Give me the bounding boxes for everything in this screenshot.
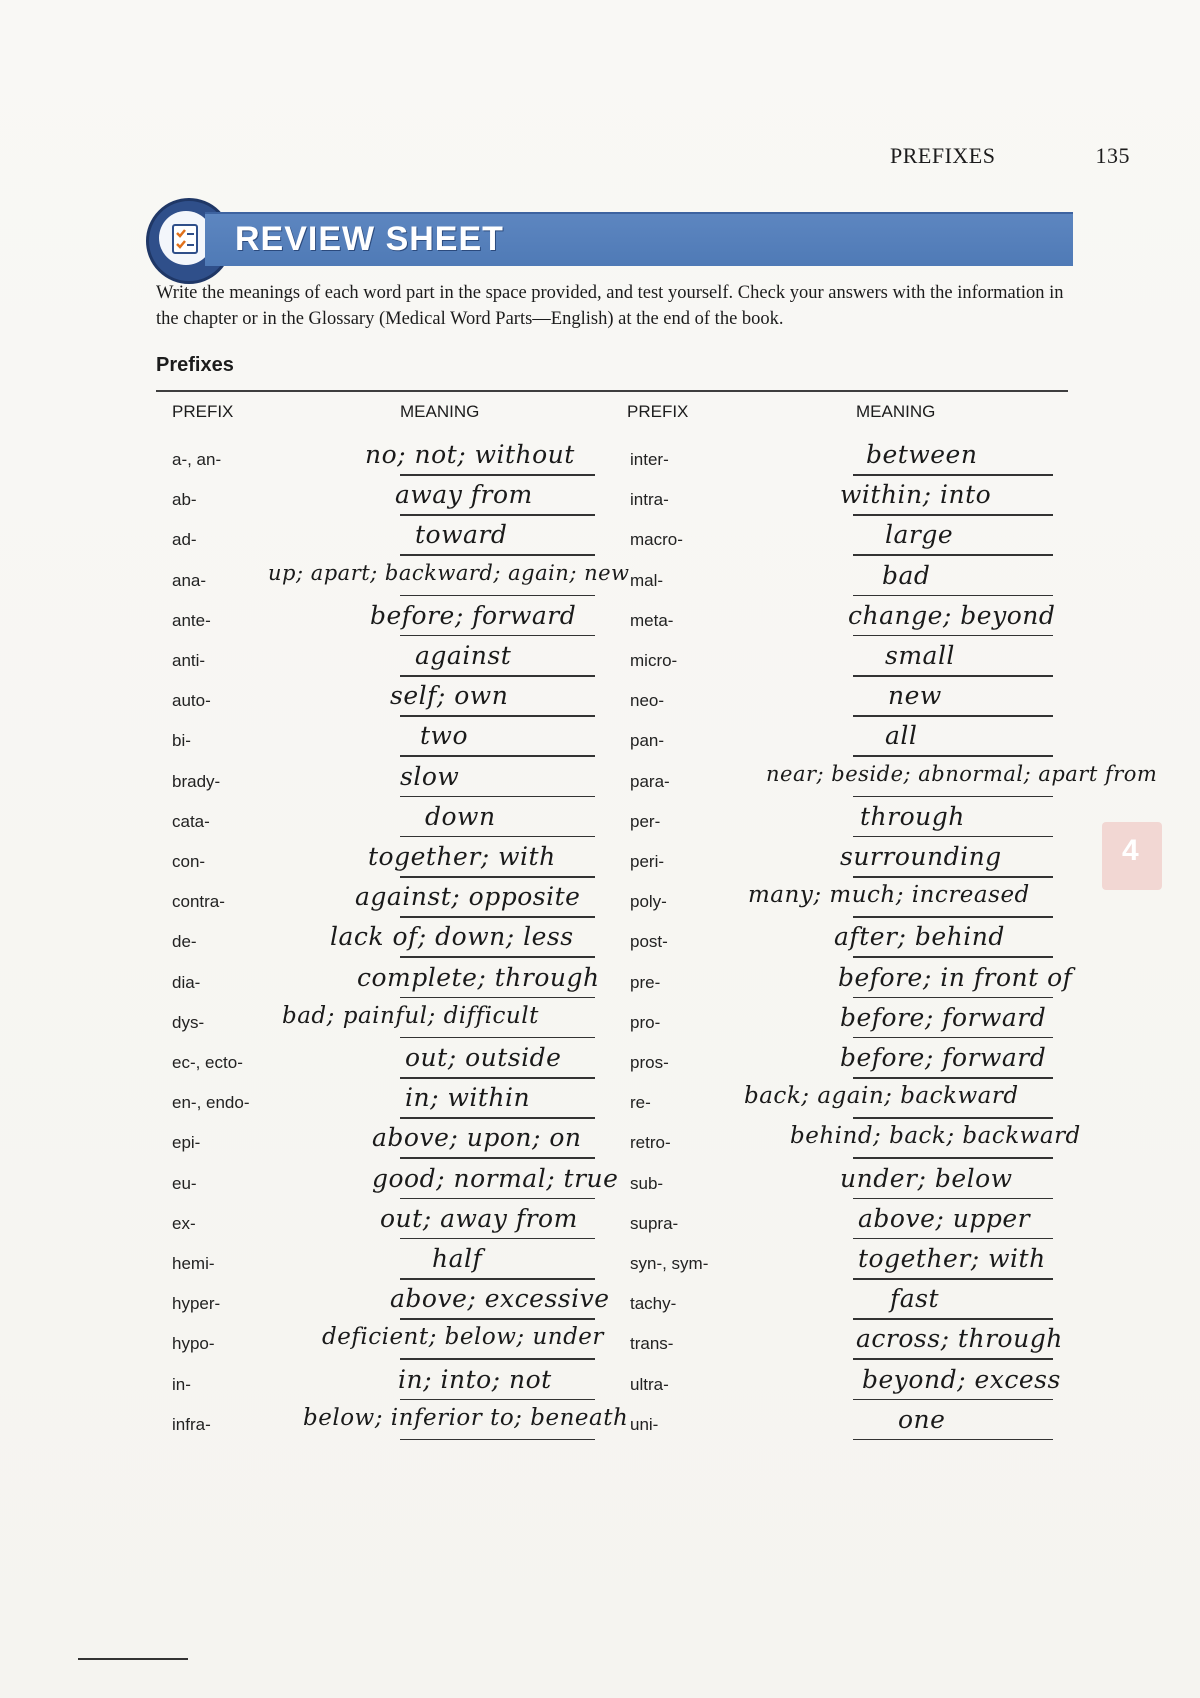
- chapter-tab: [1102, 822, 1162, 890]
- meaning-left[interactable]: against: [415, 641, 512, 670]
- prefix-right: mal-: [630, 570, 664, 590]
- table-row: [0, 1003, 1200, 1043]
- meaning-left[interactable]: self; own: [390, 681, 509, 711]
- prefix-right: per-: [630, 811, 661, 831]
- answer-line-right: [853, 1439, 1053, 1441]
- meaning-left[interactable]: toward: [415, 520, 508, 550]
- table-row: [0, 480, 1200, 520]
- answer-line-right: [853, 1278, 1053, 1280]
- table-row: [0, 601, 1200, 641]
- answer-line-right: [853, 1399, 1053, 1401]
- prefix-right: supra-: [630, 1213, 679, 1233]
- running-head-section: PREFIXES: [890, 143, 996, 168]
- meaning-right[interactable]: through: [860, 801, 965, 831]
- prefix-left: dia-: [172, 972, 201, 992]
- meaning-left[interactable]: bad; painful; difficult: [282, 1002, 539, 1029]
- answer-line-left: [400, 715, 595, 717]
- table-row: [0, 882, 1200, 922]
- prefix-left: ante-: [172, 610, 211, 630]
- meaning-right[interactable]: back; again; backward: [744, 1083, 1019, 1110]
- answer-line-right: [853, 1117, 1053, 1119]
- prefix-right: post-: [630, 932, 668, 952]
- prefix-left: bi-: [172, 731, 191, 751]
- answer-line-left: [400, 1318, 595, 1320]
- prefix-right: para-: [630, 771, 670, 791]
- bottom-rule: [78, 1658, 188, 1660]
- meaning-right[interactable]: within; into: [840, 480, 992, 510]
- meaning-left[interactable]: two: [420, 721, 468, 751]
- meaning-left[interactable]: deficient; below; under: [322, 1324, 604, 1351]
- table-row: [0, 721, 1200, 761]
- meaning-right[interactable]: bad: [882, 560, 931, 590]
- table-row: [0, 762, 1200, 802]
- prefix-right: uni-: [630, 1414, 659, 1434]
- prefix-right: meta-: [630, 610, 674, 630]
- meaning-right[interactable]: one: [898, 1404, 946, 1434]
- prefix-left: hyper-: [172, 1294, 221, 1314]
- prefix-right: retro-: [630, 1133, 671, 1153]
- prefix-left: hypo-: [172, 1334, 215, 1354]
- prefix-right: pros-: [630, 1053, 669, 1072]
- table-row: [0, 1284, 1200, 1324]
- answer-line-right: [853, 554, 1053, 556]
- meaning-left[interactable]: slow: [400, 761, 460, 791]
- column-header-prefix-left: PREFIX: [172, 402, 234, 421]
- prefix-left: epi-: [172, 1133, 201, 1153]
- section-divider: [156, 390, 1068, 392]
- answer-line-left: [400, 755, 595, 757]
- chapter-tab-number: 4: [1122, 834, 1139, 867]
- answer-line-left: [400, 1278, 595, 1280]
- prefix-left: in-: [172, 1374, 191, 1394]
- meaning-left[interactable]: lack of; down; less: [330, 922, 574, 952]
- meaning-left[interactable]: together; with: [368, 842, 556, 871]
- answer-line-right: [853, 836, 1053, 838]
- running-head: [890, 143, 1130, 173]
- table-row: [0, 1405, 1200, 1445]
- table-row: [0, 520, 1200, 560]
- meaning-left[interactable]: in; within: [405, 1083, 531, 1113]
- prefix-right: inter-: [630, 450, 669, 469]
- meaning-left[interactable]: before; forward: [370, 600, 577, 630]
- banner-title: REVIEW SHEET: [235, 220, 504, 258]
- prefix-left: cata-: [172, 811, 210, 831]
- prefix-left: dys-: [172, 1012, 205, 1032]
- prefix-left: ec-, ecto-: [172, 1053, 243, 1072]
- table-row: [0, 1083, 1200, 1123]
- meaning-right[interactable]: surrounding: [840, 842, 1002, 871]
- answer-line-right: [853, 997, 1053, 999]
- prefix-right: sub-: [630, 1173, 664, 1193]
- meaning-left[interactable]: complete; through: [357, 962, 600, 992]
- meaning-left[interactable]: above; excessive: [390, 1284, 610, 1314]
- review-sheet-banner: [205, 212, 1073, 266]
- answer-line-right: [853, 595, 1053, 597]
- answer-line-left: [400, 635, 595, 637]
- prefix-right: re-: [630, 1093, 651, 1113]
- meaning-left[interactable]: against; opposite: [355, 882, 581, 912]
- meaning-right[interactable]: together; with: [858, 1244, 1046, 1273]
- meaning-right[interactable]: beyond; excess: [862, 1364, 1061, 1394]
- prefix-left: eu-: [172, 1173, 197, 1193]
- prefix-right: ultra-: [630, 1374, 669, 1394]
- meaning-left[interactable]: no; not; without: [365, 440, 575, 469]
- answer-line-right: [853, 1077, 1053, 1079]
- answer-line-left: [400, 554, 595, 556]
- meaning-left[interactable]: in; into; not: [398, 1364, 552, 1394]
- prefix-left: ab-: [172, 490, 197, 510]
- prefix-left: de-: [172, 932, 197, 952]
- answer-line-left: [400, 1117, 595, 1119]
- meaning-left[interactable]: below; inferior to; beneath: [303, 1404, 629, 1431]
- table-row: [0, 440, 1200, 480]
- meaning-left[interactable]: up; apart; backward; again; new: [268, 560, 630, 585]
- meaning-left[interactable]: out; away from: [380, 1203, 578, 1233]
- prefix-left: anti-: [172, 651, 206, 670]
- prefix-left: hemi-: [172, 1254, 215, 1273]
- answer-line-left: [400, 514, 595, 516]
- column-header-meaning-right: MEANING: [856, 402, 936, 421]
- meaning-left[interactable]: half: [432, 1244, 483, 1273]
- table-row: [0, 1164, 1200, 1204]
- prefix-left: ad-: [172, 530, 197, 550]
- answer-line-left: [400, 1238, 595, 1240]
- answer-line-right: [853, 755, 1053, 757]
- table-row: [0, 842, 1200, 882]
- answer-line-right: [853, 514, 1053, 516]
- answer-line-left: [400, 595, 595, 597]
- answer-line-left: [400, 474, 595, 476]
- prefix-left: contra-: [172, 892, 225, 912]
- meaning-left[interactable]: above; upon; on: [372, 1123, 582, 1153]
- answer-line-left: [400, 836, 595, 838]
- meaning-left[interactable]: away from: [395, 480, 533, 510]
- instructions-paragraph: Write the meanings of each word part in the space provided, and test yourself. Check your answers with the information in the chapter or in the Glossary (Medical Word Parts—English) at the end of the book.: [156, 283, 1064, 329]
- prefix-right: tachy-: [630, 1294, 677, 1314]
- table-row: [0, 681, 1200, 721]
- prefix-right: syn-, sym-: [630, 1254, 709, 1273]
- meaning-right[interactable]: small: [885, 641, 955, 670]
- prefix-left: en-, endo-: [172, 1093, 250, 1113]
- meaning-left[interactable]: down: [425, 801, 496, 831]
- table-row: [0, 1244, 1200, 1284]
- table-row: [0, 922, 1200, 962]
- prefix-left: ana-: [172, 570, 207, 590]
- answer-line-left: [400, 1077, 595, 1079]
- table-row: [0, 561, 1200, 601]
- prefix-right: pre-: [630, 972, 661, 992]
- prefix-right: peri-: [630, 852, 665, 871]
- prefix-right: pro-: [630, 1012, 661, 1032]
- answer-line-right: [853, 796, 1053, 798]
- answer-line-left: [400, 997, 595, 999]
- prefix-left: auto-: [172, 691, 211, 711]
- answer-line-right: [853, 635, 1053, 637]
- meaning-right[interactable]: across; through: [856, 1324, 1063, 1354]
- prefix-left: con-: [172, 852, 206, 871]
- answer-line-right: [853, 1198, 1053, 1200]
- answer-line-right: [853, 1157, 1053, 1159]
- answer-line-left: [400, 1439, 595, 1441]
- prefix-right: micro-: [630, 651, 678, 670]
- meaning-right[interactable]: above; upper: [858, 1203, 1031, 1233]
- table-row: [0, 1365, 1200, 1405]
- meaning-right[interactable]: large: [885, 520, 954, 550]
- prefix-left: infra-: [172, 1414, 211, 1434]
- answer-line-left: [400, 796, 595, 798]
- page-number: 135: [1095, 143, 1130, 168]
- prefix-right: neo-: [630, 691, 665, 711]
- answer-line-right: [853, 1238, 1053, 1240]
- answer-line-right: [853, 956, 1053, 958]
- table-row: [0, 1204, 1200, 1244]
- answer-line-right: [853, 916, 1053, 918]
- meaning-right[interactable]: before; forward: [840, 1043, 1047, 1072]
- answer-line-right: [853, 1318, 1053, 1320]
- table-row: [0, 1123, 1200, 1163]
- meaning-left[interactable]: good; normal; true: [372, 1163, 619, 1193]
- meaning-right[interactable]: between: [866, 440, 978, 469]
- meaning-right[interactable]: before; forward: [840, 1002, 1047, 1032]
- meaning-right[interactable]: new: [888, 681, 942, 711]
- answer-line-left: [400, 1157, 595, 1159]
- table-row: [0, 963, 1200, 1003]
- checklist-icon: [171, 223, 201, 255]
- answer-line-left: [400, 1198, 595, 1200]
- answer-line-left: [400, 1399, 595, 1401]
- meaning-right[interactable]: after; behind: [834, 922, 1005, 952]
- table-row: [0, 802, 1200, 842]
- prefix-right: poly-: [630, 892, 667, 912]
- meaning-right[interactable]: change; beyond: [848, 600, 1056, 630]
- answer-line-right: [853, 474, 1053, 476]
- meaning-right[interactable]: many; much; increased: [748, 882, 1030, 909]
- prefix-right: intra-: [630, 490, 669, 510]
- answer-line-right: [853, 715, 1053, 717]
- meaning-right[interactable]: behind; back; backward: [790, 1123, 1081, 1150]
- section-title: Prefixes: [156, 354, 234, 376]
- prefix-left: ex-: [172, 1213, 196, 1233]
- prefix-right: trans-: [630, 1334, 674, 1354]
- column-header-meaning-left: MEANING: [400, 402, 480, 421]
- answer-line-left: [400, 876, 595, 878]
- prefix-left: a-, an-: [172, 450, 222, 469]
- answer-line-left: [400, 916, 595, 918]
- prefix-right: pan-: [630, 731, 665, 751]
- meaning-right[interactable]: fast: [890, 1284, 940, 1314]
- answer-line-left: [400, 956, 595, 958]
- table-row: [0, 1043, 1200, 1083]
- answer-line-left: [400, 675, 595, 677]
- table-row: [0, 641, 1200, 681]
- meaning-right[interactable]: under; below: [840, 1163, 1013, 1193]
- meaning-right[interactable]: all: [885, 721, 918, 751]
- meaning-left[interactable]: out; outside: [405, 1043, 562, 1072]
- table-row: [0, 1324, 1200, 1364]
- prefix-left: brady-: [172, 771, 221, 791]
- answer-line-right: [853, 1358, 1053, 1360]
- answer-line-right: [853, 675, 1053, 677]
- prefix-right: macro-: [630, 530, 683, 550]
- answer-line-left: [400, 1358, 595, 1360]
- meaning-right[interactable]: near; beside; abnormal; apart from: [766, 761, 1158, 786]
- meaning-right[interactable]: before; in front of: [838, 962, 1073, 992]
- column-header-prefix-right: PREFIX: [627, 402, 689, 421]
- answer-line-right: [853, 1037, 1053, 1039]
- answer-line-right: [853, 876, 1053, 878]
- answer-line-left: [400, 1037, 595, 1039]
